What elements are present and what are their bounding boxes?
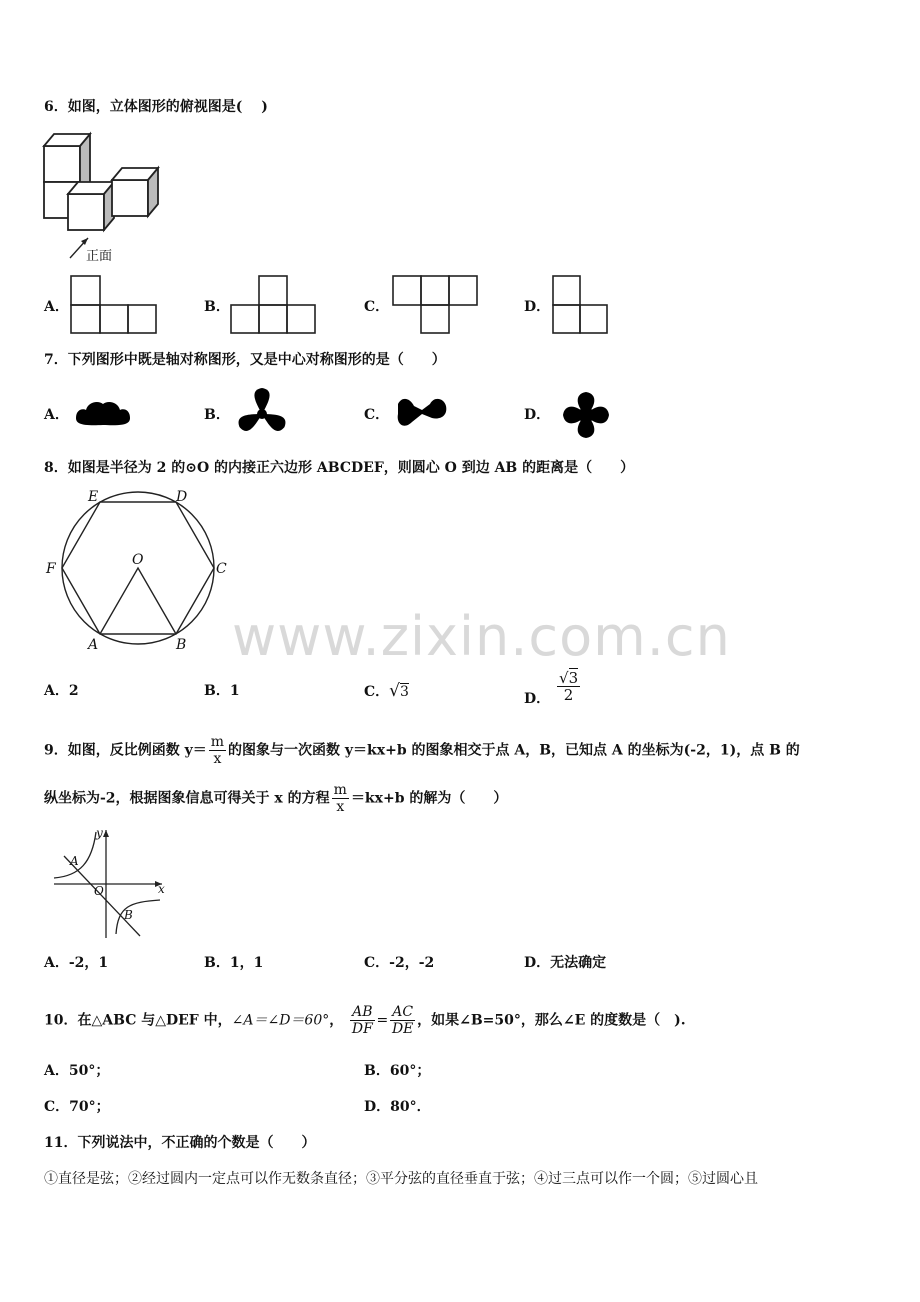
label-o: O [132,552,144,568]
q6-option-d-figure [552,275,612,335]
graph-label-y: y [96,826,103,840]
q7-option-d: D． [524,407,551,423]
q7-option-b-shape [232,386,292,442]
watermark: www.zixin.com.cn [232,605,731,668]
q6-option-d: D． [524,299,551,315]
q6-option-b-figure [230,275,320,335]
q8-option-a: A．2 [44,683,79,699]
q10-option-b: B．60°； [364,1063,431,1079]
q7-option-c-shape [396,394,448,434]
label-f: F [46,561,56,577]
graph-label-a: A [70,854,79,868]
q7-option-b: B． [204,407,230,423]
front-label: 正面 [86,249,113,264]
q6-option-c: C． [364,299,390,315]
q8-option-b: B．1 [204,683,240,699]
q7-stem: 7．下列图形中既是轴对称图形，又是中心对称图形的是（ ） [44,352,446,368]
label-c: C [216,561,227,577]
q11-stem: 11．下列说法中，不正确的个数是（ ） [44,1135,316,1151]
q7-option-c: C． [364,407,390,423]
q9-option-d: D．无法确定 [524,955,607,971]
q9-option-b: B．1，1 [204,955,264,971]
graph-label-b: B [124,908,133,922]
label-b: B [176,637,187,653]
q6-stem: 6．如图，立体图形的俯视图是( ) [44,99,268,115]
sqrt-sign: √ [389,681,400,701]
q8-stem: 8．如图是半径为 2 的⊙O 的内接正六边形 ABCDEF，则圆心 O 到边 AB 的距离是（ ） [44,460,635,476]
graph-label-x: x [158,882,165,896]
q6-option-a: A． [44,299,69,315]
q6-option-c-figure [392,275,482,335]
angle-equation: ∠A＝∠D＝60° [231,1012,330,1029]
q7-option-a-shape [74,398,132,428]
q10-option-c: C．70°； [44,1099,110,1115]
q8-option-c: C．√3 [364,681,409,701]
label-d: D [176,489,188,505]
q7-option-d-shape [555,386,617,444]
q11-statements: ①直径是弦；②经过圆内一定点可以作无数条直径；③平分弦的直径垂直于弦；④过三点可以作一个圆；⑤过圆心且 [44,1171,758,1187]
q7-option-a: A． [44,407,69,423]
q9-graph [50,822,170,942]
graph-label-o: O [94,884,104,898]
q9-option-c: C．-2，-2 [364,955,435,971]
label-a: A [88,637,99,653]
q9-line1: 9．如图，反比例函数 y＝ $\frac{m}{x}$ 的图象与一次函数 y＝kx+b 的图象相交于点 A，B，已知点 A 的坐标为(-2，1)，点 B 的 [44,734,800,767]
q9-line2: 纵坐标为-2，根据图象信息可得关于 x 的方程 $\frac{m}{x}$ ＝kx+b 的解为（ ） [44,782,508,815]
q8-option-d: D． $\frac{√3}{2}$ [524,669,579,707]
q6-solid-figure [40,128,170,268]
q9-option-a: A．-2，1 [44,955,109,971]
q10-stem: 10．在△ABC 与△DEF 中，∠A＝∠D＝60°， $\frac{AB}{DF}$ = $\frac{AC}{DE}$ ，如果∠B=50°，那么∠E 的度数是（ ). [44,1004,686,1037]
q6-option-a-figure [70,275,160,335]
q10-option-a: A．50°； [44,1063,110,1079]
q10-option-d: D．80°． [364,1099,431,1115]
label-e: E [88,489,99,505]
q6-option-b: B． [204,299,230,315]
